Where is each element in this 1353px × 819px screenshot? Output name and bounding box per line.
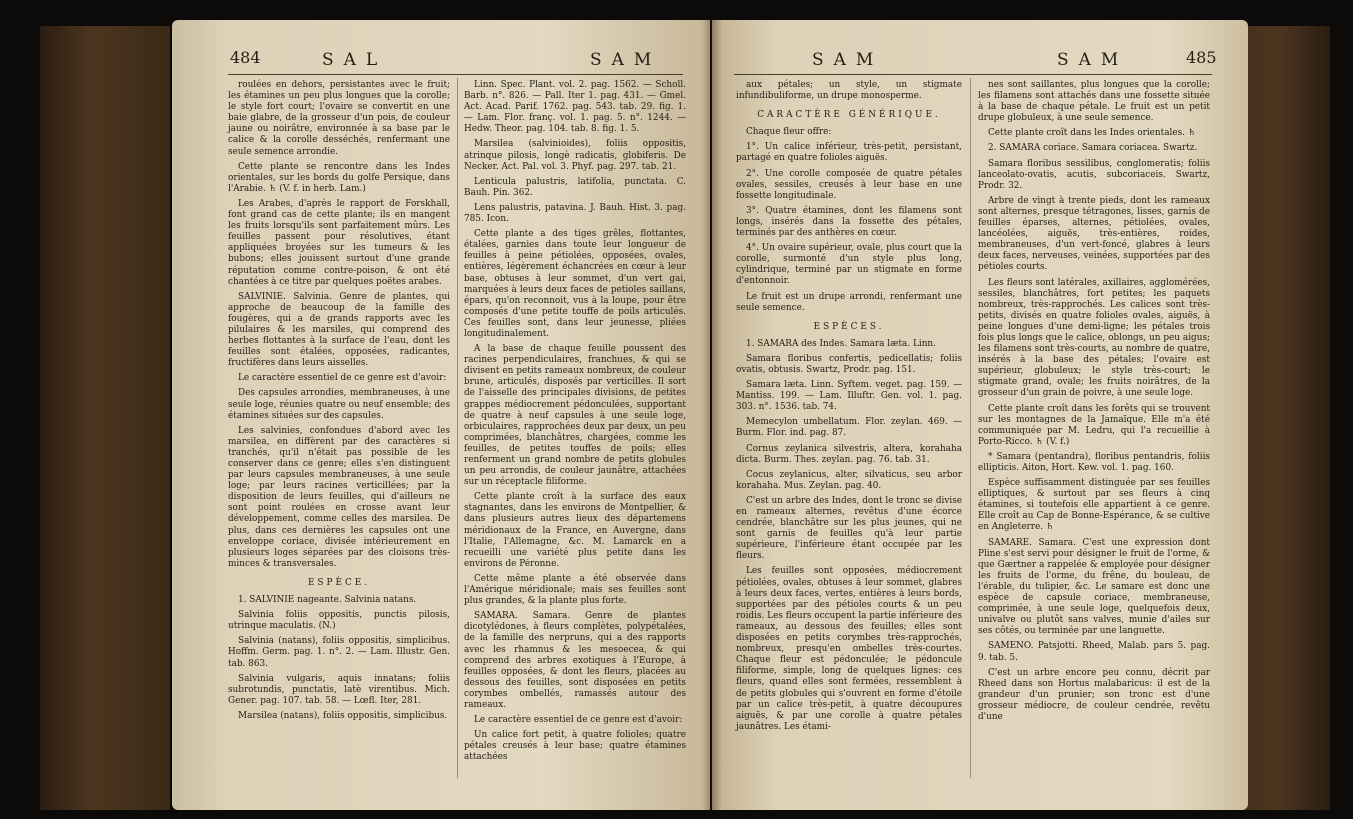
running-head-right-col1: SAM [812,50,884,70]
paragraph: Le fruit est un drupe arrondi, renfermant une seule semence. [736,291,962,313]
paragraph: 1°. Un calice inférieur, très-petit, persistant, partagé en quatre folioles aiguës. [736,142,962,164]
paragraph: 2. SAMARA coriace. Samara coriacea. Swartz. [988,143,1198,154]
paragraph: Arbre de vingt à trente pieds, dont les rameaux sont alternes, presque tétragones, lisses, garnis de feuilles éparses, alternes, pétiolées, ovales, lancéolées, aiguës, très-entières, roides, membraneuses, d'un vert-foncé, glabres à leurs deux faces, nerveuses, veinées, supportées par des pétioles courts. [978,195,1210,273]
paragraph: C'est un arbre des Indes, dont le tronc se divise en rameaux alternes, revêtus d'une écorce cendrée, blanchâtre sur les plus jeunes, qui ne sont garnis de feuilles qu'à leur partie supérieure, l'inférieure étant occupée par les fleurs. [736,495,962,562]
paragraph: Cocus zeylanicus, alter, silvaticus, seu arbor korahaha. Mus. Zeylan. pag. 40. [736,469,962,491]
paragraph: nes sont saillantes, plus longues que la corolle; les filamens sont attachés dans une fossette située à la base de chaque pétale. Le fruit est un petit drupe globuleux, à une seule semence. [978,80,1210,124]
paragraph: SAMENO. Patsjotti. Rheed, Malab. pars 5. pag. 9. tab. 5. [978,641,1210,663]
paragraph: Samara læta. Linn. Syftem. veget. pag. 159. — Mantiss. 199. — Lam. Illuftr. Gen. vol. 1. pag. 303. n°. 1536. tab. 74. [736,380,962,413]
paragraph: Salvinia (natans), foliis oppositis, simplicibus. Hoffm. Germ. pag. 1. n°. 2. — Lam. Illustr. Gen. tab. 863. [228,636,450,669]
paragraph: Memecylon umbellatum. Flor. zeylan. 469. — Burm. Flor. ind. pag. 87. [736,417,962,439]
page-number-left: 484 [230,48,261,67]
paragraph: SAMARA. Samara. Genre de plantes dicotylédones, à fleurs complètes, polypétalées, de la famille des nerpruns, qui a des rapports avec les rhamnus & les mesoecea, & qui comprend des arbres exotiques à l'Europe, à feuilles opposées, & dont les fleurs, placées au dessous des feuilles, sont disposées en petits corymbes ombellés, ramassés autour des rameaux. [464,611,686,710]
left-page [172,20,710,810]
column-divider [970,78,971,778]
paragraph: CARACTÈRE GÉNÉRIQUE. [757,110,941,121]
paragraph: Les feuilles sont opposées, médiocrement pétiolées, ovales, obtuses à leur sommet, glabres à leurs deux faces, vertes, entières à leurs bords, supportées par des pétioles courts & un peu roidis. Les fleurs occupent la partie inférieure des rameaux, au dessous des feuilles; elles sont disposées en petits corymbes très-rapprochés, nombreux, presqu'en ombelles très-courtes. Chaque fleur est pédonculée; le pédoncule filiforme, simple, long de quelques lignes: ces fleurs, quand elles sont fermées, ressemblent à de petits globules qui s'ouvrent en forme d'étoile par un calice très-petit, à quatre découpures aiguës, & par une corolle à quatre pétales jaunâtres. Les étami- [736,566,962,732]
paragraph: Cette plante se rencontre dans les Indes orientales, sur les bords du golfe Persique, dans l'Arabie. ♄ (V. f. in herb. Lam.) [228,161,450,194]
book-gutter [702,20,722,810]
header-rule [734,74,1212,75]
page-number-right: 485 [1186,48,1217,67]
paragraph: Marsilea (salvinioides), foliis oppositis, atrinque pilosis, longè radicatis, globiferis. De Necker. Act. Pal. vol. 3. Phyf. pag. 297. tab. 21. [464,139,686,172]
paragraph: Un calice fort petit, à quatre folioles; quatre pétales creusés à leur base; quatre étamines attachées [464,730,686,763]
paragraph: 3°. Quatre étamines, dont les filamens sont longs, insérés dans la fossette des pétales, terminés par des anthères en cœur. [736,205,962,239]
paragraph: SALVINIE. Salvinia. Genre de plantes, qui approche de beaucoup de la famille des fougères, qui a de grands rapports avec les pilulaires & les marsiles, qui comprend des herbes flottantes à la surface de l'eau, dont les feuilles sont étalées, opposées, radicantes, fructifères dans leurs aisselles. [228,291,450,369]
paragraph: Cette plante croît dans les forêts qui se trouvent sur les montagnes de la Jamaïque. Elle m'a été communiquée par M. Ledru, qui l'a recueillie à Porto-Ricco. ♄ (V. f.) [978,403,1210,447]
paragraph: ESPÈCE. [307,577,371,588]
running-head-left-col2: SAM [590,50,662,70]
paragraph: 1. SALVINIE nageante. Salvinia natans. [238,595,417,606]
paragraph: Cette plante a des tiges grêles, flottantes, étalées, garnies dans toute leur longueur de feuilles à peine pétiolées, opposées, ovales, entières, légèrement échancrées en cœur à leur base, obtuses à leur sommet, d'un vert gai, marquées à leurs deux faces de petioles saillans, épars, qu'on reconnoit, vus à la loupe, pour être composés d'une petite touffe de poils articulés. Ces feuilles sont, dans leur jeunesse, pliées longitudinalement. [464,229,686,339]
paragraph: Lenticula palustris, latifolia, punctata. C. Bauh. Pin. 362. [464,176,686,198]
paragraph: A la base de chaque feuille poussent des racines perpendiculaires, franchues, & qui se divisent en petits rameaux nombreux, de couleur brune, articulés, disposés par verticilles. Il sort de l'aisselle des principales divisions, de petites grappes médiocrement pédonculées, supportant de quatre à neuf capsules à une seule loge, orbiculaires, rapprochées deux par deux, un peu comprimées, blanchâtres, chargées, comme les feuilles, de petites touffes de poils; elles renferment un grand nombre de petits globules un peu arrondis, de couleur jaunâtre, attachées sur un réceptacle filiforme. [464,344,686,488]
paragraph: Cette même plante a été observée dans l'Amérique méridionale; mais ses feuilles sont plus grandes, & la plante plus forte. [464,573,686,607]
book-cover-left [40,26,170,810]
paragraph: C'est un arbre encore peu connu, décrit par Rheed dans son Hortus malabaricus: il est de la grandeur d'un prunier; son tronc est d'une grosseur médiocre, de couleur cendrée, revêtu d'une [978,667,1210,722]
right-column-1 [736,80,962,737]
running-head-right-col2: SAM [1057,50,1129,70]
paragraph: Des capsules arrondies, membraneuses, à une seule loge, réunies quatre ou neuf ensemble; des étamines situées sur des capsules. [228,388,450,421]
paragraph: Samara floribus confertis, pedicellatis; foliis ovatis, obtusis. Swartz, Prodr. pag. 151. [736,353,962,375]
paragraph: Cette plante croît dans les Indes orientales. ♄ [988,128,1196,139]
paragraph: Le caractère essentiel de ce genre est d'avoir: [238,373,447,384]
paragraph: Linn. Spec. Plant. vol. 2. pag. 1562. — Scholl. Barb. n°. 826. — Pall. Iter 1. pag. 431. — Gmel. Act. Acad. Parif. 1762. pag. 543. tab. 29. fig. 1. — Lam. Flor. franç. vol. 1. pag. 5. n°. 1244. — Hedw. Theor. pag. 104. tab. 8. fig. 1. 5. [464,80,686,135]
paragraph: Salvinia vulgaris, aquis innatans; foliis subrotundis, punctatis, latè virentibus. Mich. Gener. pag. 107. tab. 58. — Lœfl. Iter, 281. [228,673,450,706]
right-page [712,20,1248,810]
paragraph: Marsilea (natans), foliis oppositis, simplicibus. [238,710,448,721]
column-divider [457,78,458,778]
paragraph: ESPÈCES. [813,321,885,332]
right-column-2 [978,80,1210,727]
paragraph: Espèce suffisamment distinguée par ses feuilles elliptiques, & surtout par ses fleurs à cinq étamines, si toutefois elle appartient à ce genre. Elle croît au Cap de Bonne-Espérance, & se cultive en Angleterre. ♄ [978,478,1210,533]
paragraph: 2°. Une corolle composée de quatre pétales ovales, sessiles, creusés à leur base en une fossette longitudinale. [736,168,962,201]
paragraph: aux pétales; un style, un stigmate infundibuliforme, un drupe monosperme. [736,80,962,102]
left-column-1 [228,80,450,726]
paragraph: Les salvinies, confondues d'abord avec les marsilea, en diffèrent par des caractères si tranchés, qu'il n'était pas possible de les conserver dans ce genre; elles s'en distinguent par leurs capsules membraneuses, à une seule loge; par leurs racines verticillées; par la disposition de leurs feuilles, qui d'ailleurs ne sont point roulées en crosse avant leur développement, comme celles des marsilea. De plus, dans ces dernières les capsules ont une enveloppe coriace, divisée intérieurement en plusieurs loges séparées par des cloisons très-minces & transversales. [228,425,450,569]
header-rule [228,74,683,75]
paragraph: Cette plante croît à la surface des eaux stagnantes, dans les environs de Montpellier, & dans plusieurs autres lieux des départemens méridionaux de la France, en Auvergne, dans l'Italie, l'Allemagne, &c. M. Lamarck en a recueilli une variété plus petite dans les environs de Péronne. [464,492,686,569]
paragraph: SAMARE. Samara. C'est une expression dont Pline s'est servi pour désigner le fruit de l'orme, & que Gærtner a rappelée & employée pour désigner les fruits de l'orme, du frêne, du bouleau, de l'érable, du tulipier, &c. Le samare est donc une espèce de capsule coriace, membraneuse, comprimée, à une seule loge, quelquefois deux, univalve ou plutôt sans valves, munie d'ailes sur ses côtés, ou terminée par une languette. [978,537,1210,637]
paragraph: Les fleurs sont latérales, axillaires, agglomérées, sessiles, blanchâtres, fort petites; les paquets nombreux, très-rapprochés. Les calices sont très-petits, divisés en quatre folioles ovales, aiguës, à peine longues d'une demi-ligne; les pétales trois fois plus longs que le calice, oblongs, un peu aigus; les filamens sont très-courts, au nombre de quatre, insérés à la base des pétales; l'ovaire est supérieur, globuleux; le style très-court; le stigmate grand, ovale; les fruits noirâtres, de la grosseur d'un grain de poivre, à une seule loge. [978,277,1210,399]
paragraph: * Samara (pentandra), floribus pentandris, foliis ellipticis. Aiton, Hort. Kew. vol. 1. pag. 160. [978,451,1210,473]
paragraph: Cornus zeylanica silvestris, altera, korahaha dicta. Burm. Thes. zeylan. pag. 76. tab. 31. [736,443,962,465]
paragraph: 4°. Un ovaire supérieur, ovale, plus court que la corolle, surmonté d'un style plus long, cylindrique, terminé par un stigmate en forme d'entonnoir. [736,243,962,287]
paragraph: Les Arabes, d'après le rapport de Forskhall, font grand cas de cette plante; ils en mangent les fruits lorsqu'ils sont parfaitement mûrs. Les feuilles passent pour résolutives, étant appliquées broyées sur les tumeurs & les bubons; elles jouissent surtout d'une grande réputation comme contre-poison, & ont été chantées à ce titre par quelques poëtes arabes. [228,198,450,287]
paragraph: Samara floribus sessilibus, conglomeratis; foliis lanceolato-ovatis, acutis, subcoriaceis. Swartz, Prodr. 32. [978,158,1210,191]
left-column-2 [464,80,686,767]
paragraph: Lens palustris, patavina. J. Bauh. Hist. 3. pag. 785. Icon. [464,202,686,225]
paragraph: Chaque fleur offre: [746,127,832,138]
paragraph: roulées en dehors, persistantes avec le fruit; les étamines un peu plus longues que la corolle; le style fort court; l'ovaire se convertit en une baie glabre, de la grosseur d'un pois, de couleur jaune ou noirâtre, environnée à sa base par le calice & la corolle desséchés, renfermant une seule semence arrondie. [228,80,450,157]
paragraph: 1. SAMARA des Indes. Samara læta. Linn. [746,338,936,349]
open-book [40,20,1330,810]
paragraph: Salvinia foliis oppositis, punctis pilosis, utrinque maculatis. (N.) [228,610,450,632]
paragraph: Le caractère essentiel de ce genre est d'avoir: [474,715,683,726]
running-head-left-col1: SAL [322,50,388,70]
